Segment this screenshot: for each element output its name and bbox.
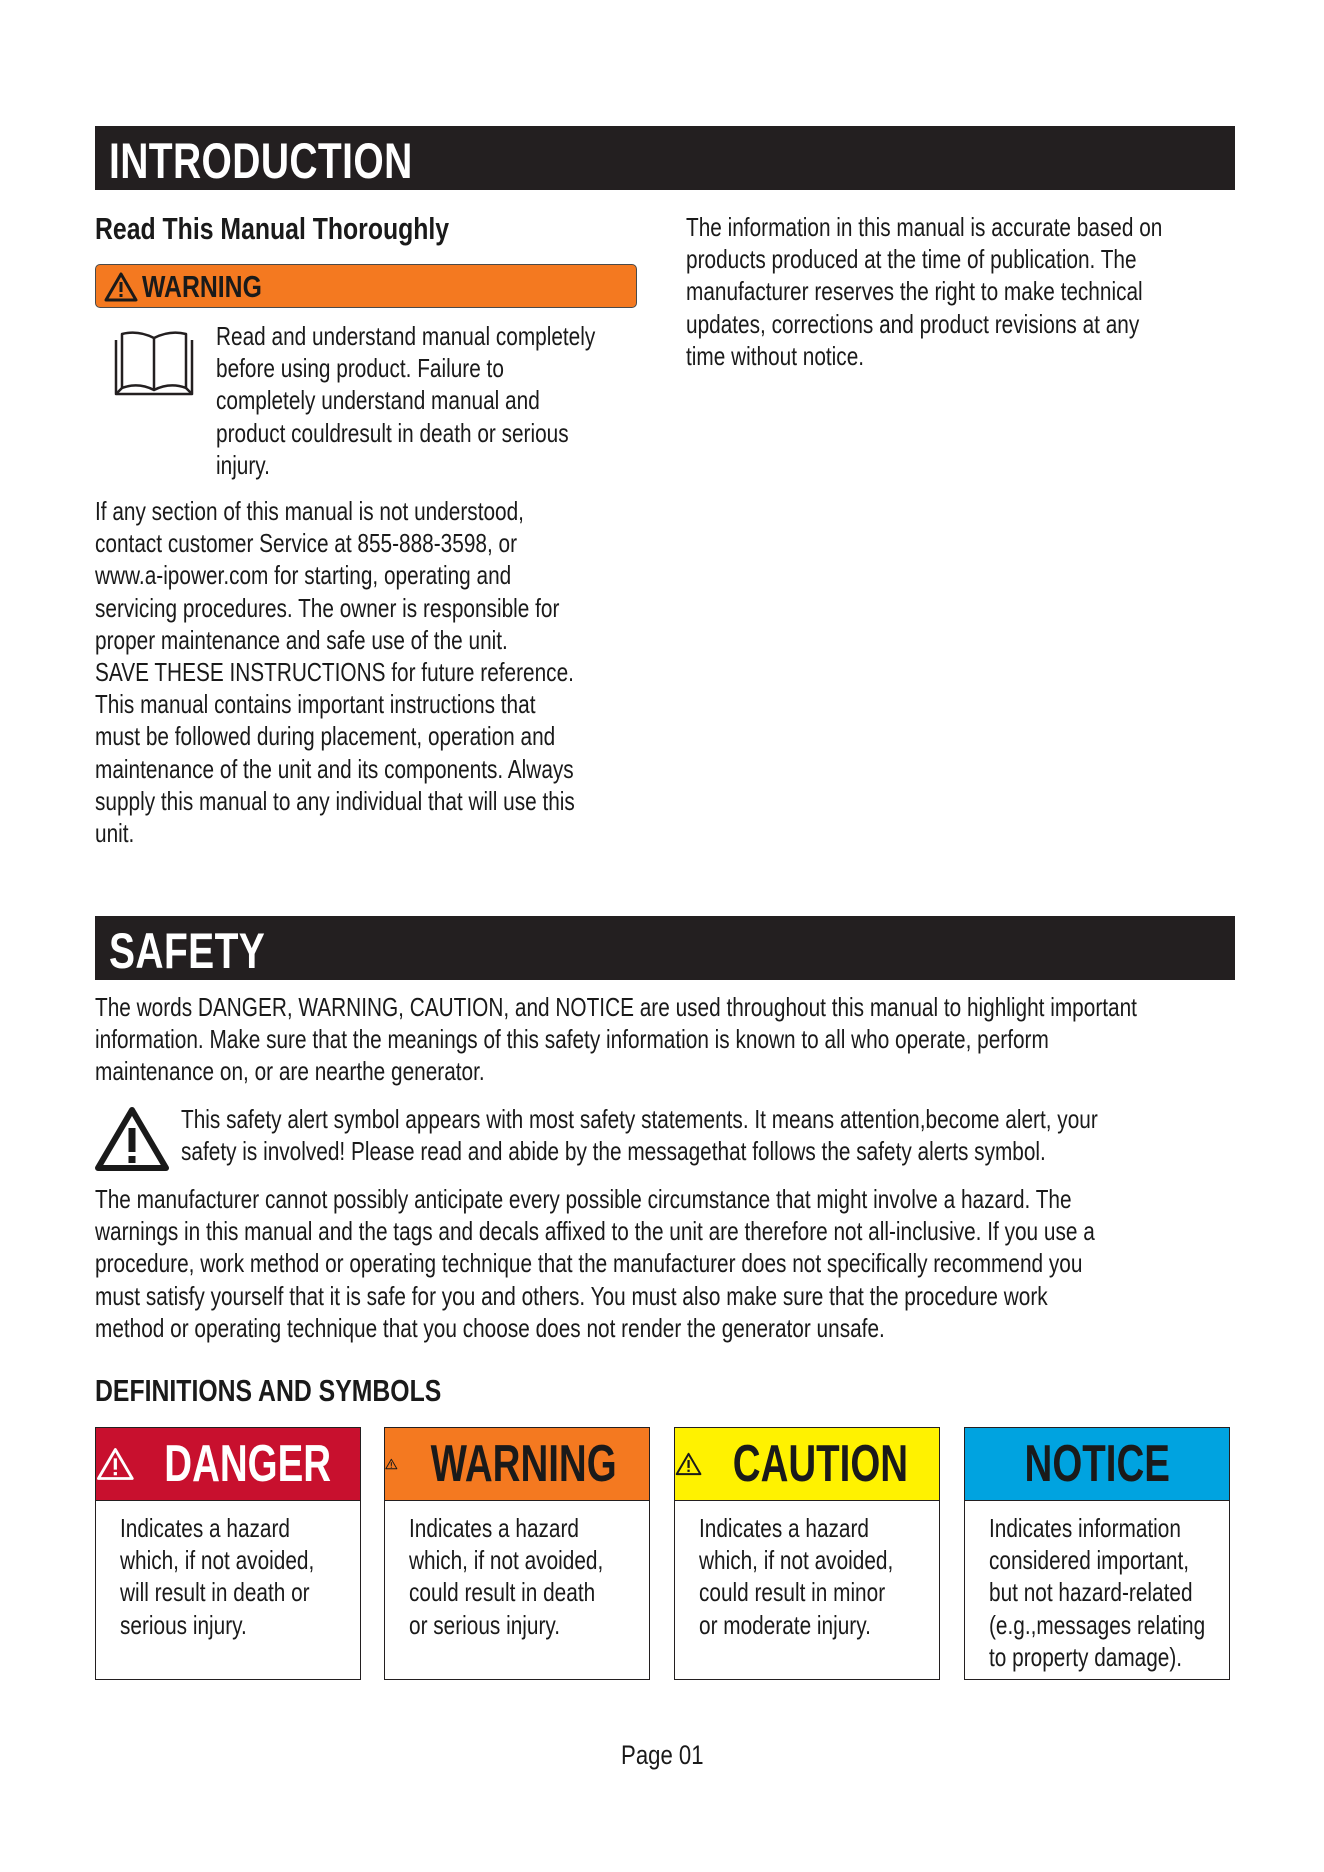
warning-label-header [385,1428,649,1501]
danger-definition-box [95,1427,361,1680]
warning-label: WARNING [430,1435,617,1493]
warning-description: Indicates a hazard which, if not avoided, could result in death or serious injury. [409,1513,604,1640]
page-number-text: Page 01 [620,1740,704,1770]
introduction-body-right: The information in this manual is accurate based on products produced at the time of publication. The manufacturer reserves the right to make technical updates, corrections and product revisions at any time without notice. [686,212,1163,371]
safety-alert-text: This safety alert symbol appears with most safety statements. It means attention,become alert, your safety is involved! Please read and abide by the messagethat follows the safety alerts symbol. [181,1104,1098,1167]
warning-definition-box [384,1427,650,1680]
safety-heading: SAFETY [109,923,266,979]
caution-label: CAUTION [732,1435,909,1493]
definitions-heading: DEFINITIONS AND SYMBOLS [95,1373,442,1408]
caution-label-header [675,1428,939,1501]
notice-label-header [965,1428,1229,1501]
alert-triangle-icon [104,272,138,302]
alert-triangle-icon [675,1443,702,1485]
caution-description: Indicates a hazard which, if not avoided, could result in minor or moderate injury. [699,1513,894,1640]
introduction-heading: INTRODUCTION [109,133,413,189]
danger-description: Indicates a hazard which, if not avoided, will result in death or serious injury. [120,1513,315,1640]
warning-banner-label: WARNING [142,269,262,304]
read-manual-subheading: Read This Manual Thoroughly [95,211,450,246]
notice-label: NOTICE [1024,1435,1170,1493]
open-book-icon [108,328,200,400]
notice-description: Indicates information considered important, but not hazard-related (e.g.,messages relating to property damage). [989,1513,1206,1672]
notice-definition-box [964,1427,1230,1680]
introduction-header-bar [95,126,1235,190]
safety-alert-icon [94,1106,170,1172]
page-number [0,1740,1324,1771]
alert-triangle-icon [385,1443,398,1485]
caution-definition-box [674,1427,940,1680]
danger-label: DANGER [163,1435,331,1493]
safety-header-bar [95,916,1235,980]
safety-disclaimer-text: The manufacturer cannot possibly anticipate every possible circumstance that might involve a hazard. The warnings in this manual and the tags and decals affixed to the unit are therefore not all-inclusive. If you use a procedure, work method or operating technique that the manufacturer does not specifically recommend you must satisfy yourself that it is safe for you and others. You must also make sure that the procedure work method or operating technique that you choose does not render the generator unsafe. [95,1184,1095,1343]
alert-triangle-icon [96,1443,135,1485]
danger-label-header [96,1428,360,1501]
warning-banner [95,264,637,308]
warning-read-manual-text: Read and understand manual completely before using product. Failure to completely understand manual and product couldresult in death or serious injury. [216,321,596,480]
safety-intro-text: The words DANGER, WARNING, CAUTION, and NOTICE are used throughout this manual to highlight important information. Make sure that the meanings of this safety information is known to all who operate, perform maintenance on, or are nearthe generator. [95,992,1137,1087]
introduction-body-left: If any section of this manual is not understood, contact customer Service at 855-888-3598, or www.a-ipower.com for starting, operating and servicing procedures. The owner is responsible for proper maintenance and safe use of the unit. SAVE THESE INSTRUCTIONS for future reference. This manual contains important instructions that must be followed during placement, operation and maintenance of the unit and its components. Always supply this manual to any individual that will use this unit. [95,496,575,849]
